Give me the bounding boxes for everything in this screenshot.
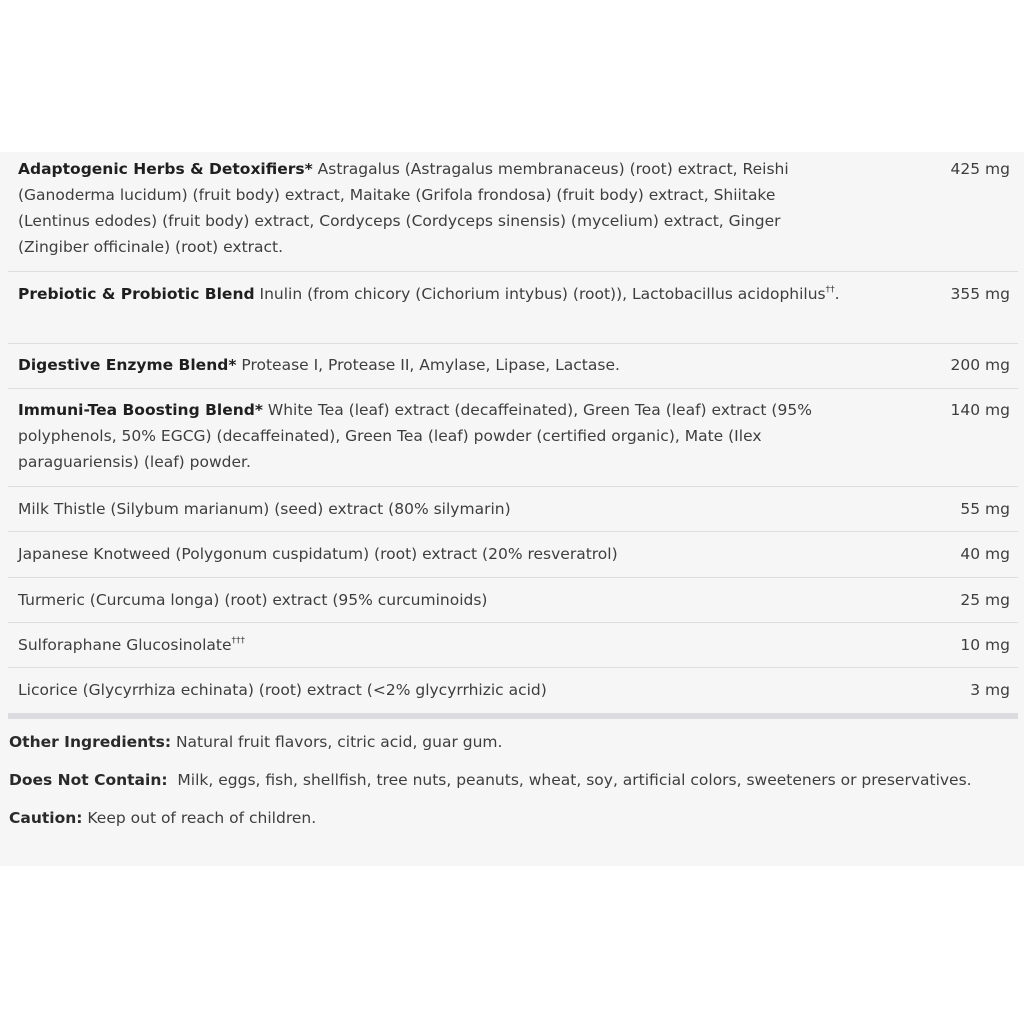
caution [9,805,999,831]
table-row [8,272,1018,344]
label-notes [9,729,999,843]
ingredients-table [8,152,1018,713]
blend-ingredients: Inulin (from chicory (Cichorium intybus) (root)), Lactobacillus acidophilus [254,285,826,303]
blend-ingredients: Astragalus (Astragalus membranaceus) (root) extract, Reishi (Ganoderma lucidum) (fruit body) extract, Maitake (Grifola frondosa) (fruit body) extract, Shiitake (Lentinus edodes) (fruit body) extract, Cordyceps (Cordyceps sinensis) (mycelium) extract, Ginger (Zingiber officinale) (root) extract. [18,160,789,256]
table-row [8,487,1018,532]
amount: 425 mg [950,160,1010,178]
amount: 355 mg [950,285,1010,303]
amount: 40 mg [960,545,1010,563]
caution-label: Caution: [9,809,83,827]
amount: 25 mg [960,591,1010,609]
blend-ingredients-end: . [834,285,840,303]
table-row [8,578,1018,623]
blend-title: Immuni-Tea Boosting Blend* [18,401,263,419]
footnote-mark: ††† [231,636,245,646]
other-ingredients-text: Natural fruit flavors, citric acid, guar gum. [171,733,503,751]
table-row [8,389,1018,487]
ingredient-name: Sulforaphane Glucosinolate [18,636,232,654]
caution-text: Keep out of reach of children. [82,809,317,827]
table-row [8,668,1018,713]
supplement-facts-panel [0,152,1024,866]
amount: 55 mg [960,500,1010,518]
amount: 10 mg [960,636,1010,654]
amount: 140 mg [950,401,1010,419]
other-ingredients-label: Other Ingredients: [9,733,172,751]
table-row [8,152,1018,272]
ingredient-name: Milk Thistle (Silybum marianum) (seed) extract (80% silymarin) [18,500,511,518]
amount: 200 mg [950,356,1010,374]
blend-title: Adaptogenic Herbs & Detoxifiers* [18,160,313,178]
ingredient-name: Japanese Knotweed (Polygonum cuspidatum) (root) extract (20% resveratrol) [18,545,618,563]
blend-title: Prebiotic & Probiotic Blend [18,285,255,303]
table-row [8,344,1018,389]
table-row [8,532,1018,578]
other-ingredients [9,729,999,755]
footnote-mark: †† [825,285,835,295]
does-not-contain-text: Milk, eggs, fish, shellfish, tree nuts, peanuts, wheat, soy, artificial colors, sweeteners or preservatives. [167,771,972,789]
ingredient-name: Licorice (Glycyrrhiza echinata) (root) extract (<2% glycyrrhizic acid) [18,681,547,699]
ingredient-name: Turmeric (Curcuma longa) (root) extract (95% curcuminoids) [18,591,488,609]
table-row [8,623,1018,668]
does-not-contain-label: Does Not Contain: [9,771,168,789]
blend-title: Digestive Enzyme Blend* [18,356,237,374]
blend-ingredients: White Tea (leaf) extract (decaffeinated), Green Tea (leaf) extract (95% polyphenols, 50% EGCG) (decaffeinated), Green Tea (leaf) powder (certified organic), Mate (Ilex paraguariensis) (leaf) powder. [18,401,812,471]
section-divider [8,713,1018,719]
does-not-contain [9,767,999,793]
blend-ingredients: Protease I, Protease II, Amylase, Lipase, Lactase. [236,356,620,374]
amount: 3 mg [970,681,1010,699]
